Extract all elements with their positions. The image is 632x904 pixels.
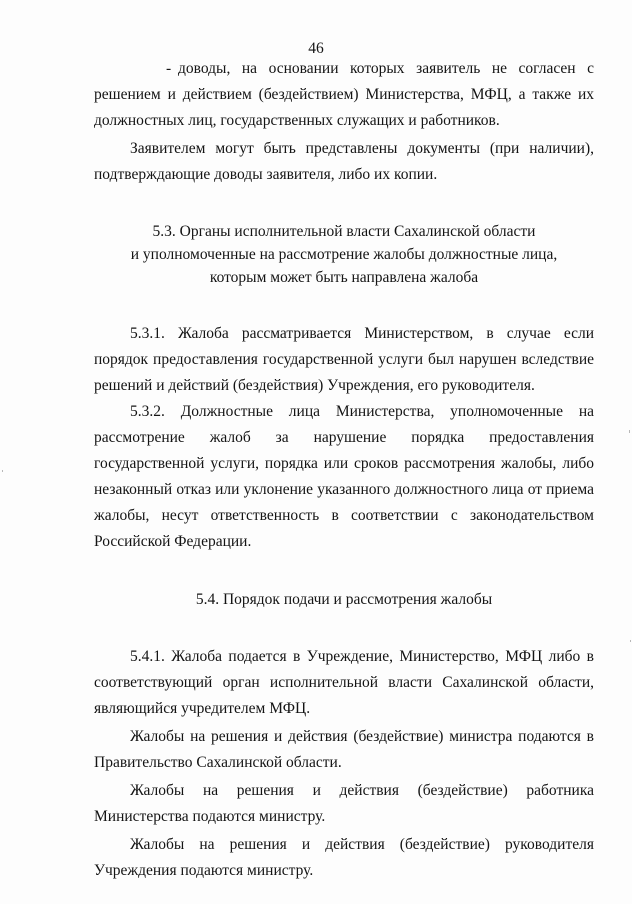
paragraph-5-3-2: 5.3.2. Должностные лица Министерства, уполномоченные на рассмотрение жалоб за нарушение порядка предоставления государственной услуги, порядка или сроков рассмотрения жалобы, либо незаконный отказ или уклонение указанного должностного лица от приема жалобы, несут ответственность в соответствии с законодательством Российской Федерации. xyxy=(94,403,594,550)
paragraph-5-3-1: 5.3.1. Жалоба рассматривается Министерством, в случае если порядок предоставления государственной услуги был нарушен вследствие решений и действий (бездействия) Учреждения, его руководителя. xyxy=(94,325,594,394)
scan-edge-mark xyxy=(629,430,630,433)
paragraph-complaints-employee: Жалобы на решения и действия (бездействие) работника Министерства подаются министру. xyxy=(94,782,594,825)
paragraph-arguments-line3: должностных лиц, государственных служащих и работников. xyxy=(94,112,500,129)
paragraph-5-4-1: 5.4.1. Жалоба подается в Учреждение, Министерство, МФЦ либо в соответствующий орган исполнительной власти Сахалинской области, являющийся учредителем МФЦ. xyxy=(94,648,594,717)
paragraph-documents: Заявителем могут быть представлены документы (при наличии), подтверждающие доводы заявителя, либо их копии. xyxy=(94,140,594,183)
paragraph-arguments-line1: доводы, на основании которых заявитель не согласен с xyxy=(178,60,594,77)
section-heading-5-3-line2: и уполномоченные на рассмотрение жалобы должностные лица, xyxy=(130,246,558,263)
list-dash: - xyxy=(166,60,172,77)
paragraph-arguments xyxy=(94,56,594,134)
page-number: 46 xyxy=(308,40,324,57)
section-heading-5-4: 5.4. Порядок подачи и рассмотрения жалобы xyxy=(195,591,493,608)
scan-edge-mark xyxy=(2,470,3,472)
document-body xyxy=(94,56,594,884)
paragraph-arguments-line2: решением и действием (бездействием) Министерства, МФЦ, а также их xyxy=(94,86,594,103)
paragraph-complaints-minister: Жалобы на решения и действия (бездействие) министра подаются в Правительство Сахалинской области. xyxy=(94,728,594,771)
section-heading-5-3 xyxy=(94,220,594,289)
section-heading-5-3-line1: 5.3. Органы исполнительной власти Сахалинской области xyxy=(152,223,536,240)
paragraph-complaints-director: Жалобы на решения и действия (бездействие) руководителя Учреждения подаются министру. xyxy=(94,836,594,879)
scan-edge-mark xyxy=(630,640,631,642)
section-heading-5-3-line3: которым может быть направлена жалоба xyxy=(209,269,479,286)
